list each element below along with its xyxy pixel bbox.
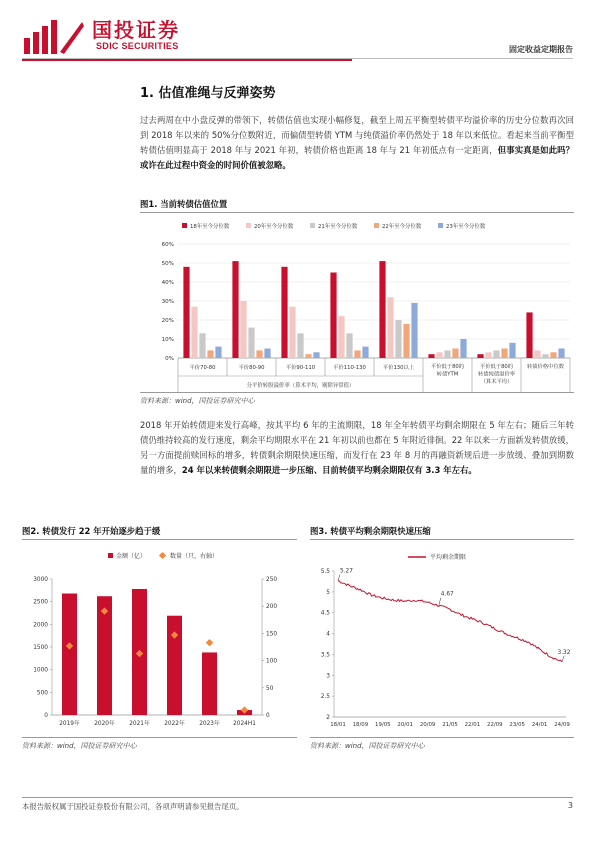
- bar-0-7: [526, 312, 532, 358]
- legend-swatch-4: [438, 223, 443, 228]
- footer-divider: [22, 797, 573, 798]
- figure-3-chart: [310, 541, 574, 737]
- bar-2-1: [248, 328, 254, 358]
- annotation-label-2: 3.32: [557, 649, 571, 656]
- y-tick-label: 20%: [161, 318, 174, 324]
- figure-1-bottom-rule: [140, 392, 574, 393]
- category-label: 平价低于80的: [479, 364, 514, 370]
- y-tick-label: 2500: [33, 599, 48, 606]
- legend-label-count: 数量（只，右轴）: [170, 553, 219, 560]
- y2-tick-label: 100: [266, 658, 278, 665]
- bar-3-0: [207, 350, 213, 358]
- bar-3-5: [452, 349, 458, 359]
- y2-tick-label: 200: [266, 604, 278, 611]
- category-label: 平价90-110: [285, 365, 316, 371]
- x-tick-label: 18/01: [330, 722, 346, 728]
- page-number: 3: [567, 801, 573, 810]
- y-tick-label: 5: [326, 589, 330, 596]
- y-tick-label: 50%: [161, 261, 174, 267]
- annotation-leader-2: [562, 656, 564, 662]
- category-label: 转债YTM: [436, 371, 459, 378]
- bar-3-1: [256, 350, 262, 358]
- bar-0-3: [330, 273, 336, 359]
- legend-label-4: 23年至今分位数: [446, 224, 486, 230]
- figure-1-rule: [140, 212, 574, 213]
- legend-label-1: 20年至今分位数: [254, 224, 294, 230]
- bar-1-6: [485, 352, 491, 358]
- company-logo-english: SDIC SECURITIES: [96, 41, 179, 51]
- x-tick-label: 20/01: [397, 722, 413, 728]
- bar-0-4: [379, 261, 385, 358]
- legend-swatch-amount: [108, 553, 113, 558]
- y2-tick-label: 250: [266, 577, 278, 583]
- x-tick-label: 18/09: [352, 722, 369, 728]
- bar-2-3: [346, 333, 352, 358]
- category-label: 转债纯债溢价率: [477, 371, 516, 378]
- figure-3-rule: [310, 539, 574, 540]
- bar-3-2: [305, 354, 311, 358]
- bar-4-7: [558, 349, 564, 359]
- y-tick-label: 4: [326, 631, 330, 638]
- bar-3-7: [550, 352, 556, 358]
- category-label: 平价70-80: [189, 365, 216, 371]
- bar-1-0: [191, 307, 197, 358]
- y-tick-label: 2000: [33, 622, 48, 629]
- bar-2-4: [395, 320, 401, 358]
- bar-0-6: [477, 354, 483, 358]
- bar-1-7: [534, 350, 540, 358]
- bar-4-5: [460, 339, 466, 358]
- report-type-label: 固定收益定期报告: [509, 45, 573, 54]
- legend-swatch-2: [310, 223, 315, 228]
- x-tick-label: 21/05: [442, 722, 458, 728]
- annotation-leader-1: [439, 598, 441, 606]
- y-tick-label: 500: [36, 690, 48, 697]
- figure-1-source: 资料来源：wind，国投证券研究中心: [140, 397, 255, 405]
- y-tick-label: 0: [44, 713, 48, 719]
- bar-1-1: [240, 301, 246, 358]
- section-title: 1. 估值准绳与反弹姿势: [140, 86, 276, 101]
- bar-1-3: [338, 316, 344, 358]
- bar-2-2: [297, 333, 303, 358]
- x-tick-label: 22/01: [464, 722, 481, 728]
- y-tick-label: 0%: [165, 356, 174, 362]
- bar-2-0: [199, 333, 205, 358]
- legend-label-2: 21年至今分位数: [318, 224, 358, 230]
- y2-tick-label: 150: [266, 631, 278, 638]
- x-tick-label: 2023年: [199, 721, 220, 727]
- x-tick-label: 2021年: [129, 721, 150, 727]
- bar-4-2: [313, 352, 319, 358]
- bar-4-0: [215, 347, 221, 358]
- bar-2-6: [493, 350, 499, 358]
- bar-0-0: [183, 267, 189, 358]
- figure-2-chart: [22, 541, 297, 737]
- x-tick-label: 2022年: [164, 721, 185, 727]
- paragraph-2: [140, 418, 574, 478]
- y-tick-label: 1000: [33, 667, 48, 674]
- bar-amount-4: [202, 652, 217, 715]
- legend-swatch-count: [159, 552, 166, 559]
- legend-swatch-3: [374, 223, 379, 228]
- x-tick-label: 2020年: [94, 721, 115, 727]
- paragraph-1-emphasis: 但事实真是如此吗？或许在此过程中资金的时间价值被忽略。: [140, 145, 574, 170]
- paragraph-2-emphasis: 24 年以来转债剩余期限进一步压缩、目前转债平均剩余期限仅有 3.3 年左右。: [181, 465, 477, 475]
- category-label: 平价80-90: [238, 365, 265, 371]
- x-tick-label: 2019年: [59, 721, 80, 727]
- y2-tick-label: 0: [266, 713, 270, 719]
- bar-3-6: [501, 349, 507, 359]
- point-count-4: [206, 639, 213, 646]
- x-tick-label: 24/01: [531, 722, 548, 728]
- category-label: 平价低于80的: [430, 364, 465, 370]
- x-tick-label: 22/09: [487, 722, 503, 728]
- bar-2-7: [542, 354, 548, 358]
- figure-2-source: 资料来源：wind，国投证券研究中心: [22, 742, 137, 750]
- legend-swatch-0: [182, 223, 187, 228]
- y-tick-label: 30%: [161, 299, 174, 305]
- y-tick-label: 3.5: [320, 652, 330, 659]
- x-tick-label: 23/05: [509, 722, 525, 728]
- figure-3-title: 图3. 转债平均剩余期限快速压缩: [310, 526, 431, 536]
- legend-swatch-1: [246, 223, 251, 228]
- figure-2-rule: [22, 539, 297, 540]
- x-tick-label: 24/09: [554, 722, 570, 728]
- figure-2-bottom-rule: [22, 737, 297, 738]
- bar-amount-0: [62, 594, 77, 715]
- y-tick-label: 3000: [33, 577, 48, 583]
- annotation-label-0: 5.27: [340, 568, 353, 575]
- bar-4-1: [264, 349, 270, 359]
- x-tick-label: 2024H1: [233, 721, 256, 727]
- footer-disclaimer: 本报告版权属于国投证券股份有限公司，各项声明请参见报告尾页。: [22, 802, 244, 811]
- annotation-label-1: 4.67: [440, 591, 454, 598]
- x-tick-label: 19/05: [375, 722, 391, 728]
- y-tick-label: 2.5: [320, 694, 330, 701]
- bar-3-4: [403, 324, 409, 358]
- category-label: 平价130以上: [382, 365, 415, 371]
- bar-2-5: [444, 350, 450, 358]
- bar-amount-3: [167, 616, 182, 715]
- y-tick-label: 3: [326, 673, 330, 680]
- y-tick-label: 5.5: [320, 569, 330, 575]
- header-accent-bar: [22, 59, 352, 61]
- y-tick-label: 1500: [33, 645, 48, 651]
- bar-1-5: [436, 352, 442, 358]
- bar-4-3: [362, 347, 368, 358]
- paragraph-1: [140, 113, 574, 173]
- category-label: 转债价格中位数: [526, 364, 565, 370]
- figure-1-chart: [140, 214, 574, 392]
- y2-tick-label: 50: [266, 685, 274, 692]
- y-tick-label: 40%: [161, 280, 174, 286]
- category-label: 平价110-130: [333, 365, 366, 371]
- y-tick-label: 60%: [161, 242, 174, 248]
- bar-0-2: [281, 267, 287, 358]
- legend-label-line: 平均剩余期限: [430, 554, 467, 561]
- bar-0-5: [428, 354, 434, 358]
- company-logo-mark: [22, 16, 86, 56]
- y-tick-label: 4.5: [320, 610, 330, 617]
- group-label: 分平价转股溢价率（算术平均，剔除异常值）: [246, 383, 355, 389]
- figure-2-title: 图2. 转债发行 22 年开始逐步趋于缓: [22, 526, 161, 536]
- figure-3-bottom-rule: [310, 737, 574, 738]
- annotation-leader-0: [338, 575, 340, 581]
- category-label: （算术平均）: [480, 379, 513, 385]
- bar-4-6: [509, 343, 515, 358]
- y-tick-label: 2: [326, 715, 330, 721]
- x-tick-label: 20/09: [419, 722, 436, 728]
- bar-1-2: [289, 307, 295, 358]
- company-logo-text: 国投证券: [92, 18, 180, 42]
- paragraph-2-text: 2018 年开始转债迎来发行高峰，按其平均 6 年的主流期限，18 年全年转债平均剩余期限在 5 年左右；随后三年转债仍维持较高的发行速度，剩余平均期限水平在 21 年初以前也都在 5 年附近徘徊。22 年以来一方面新发转债放缓，另一方面提前赎回标的增多，转债剩余期限快速压缩，而发行在 23 年 8 月的再融资新规后进一步放缓、叠加到期数量的增多，: [140, 420, 574, 475]
- legend-label-amount: 金额（亿）: [116, 553, 147, 560]
- figure-3-source: 资料来源：wind，国投证券研究中心: [310, 742, 425, 750]
- legend-label-3: 22年至今分位数: [382, 224, 422, 230]
- bar-1-4: [387, 297, 393, 358]
- bar-3-3: [354, 350, 360, 358]
- figure-1-title: 图1. 当前转债估值位置: [140, 199, 228, 209]
- bar-0-1: [232, 261, 238, 358]
- y-tick-label: 10%: [161, 337, 174, 343]
- paragraph-1-text: 过去两周在中小盘反弹的带领下，转债估值也实现小幅修复，截至上周五平衡型转债平均溢价率的历史分位数再次回到 2018 年以来的 50%分位数附近，而偏债型转债 YTM 与纯债溢价率仍然处于 18 年以来低位。看起来当前平衡型转债估值明显高于 2018 年与 2021 年初，转债价格也距离 18 年与 21 年初低点有一定距离，: [140, 115, 574, 155]
- bar-4-4: [411, 303, 417, 358]
- legend-label-0: 18年至今分位数: [190, 224, 230, 230]
